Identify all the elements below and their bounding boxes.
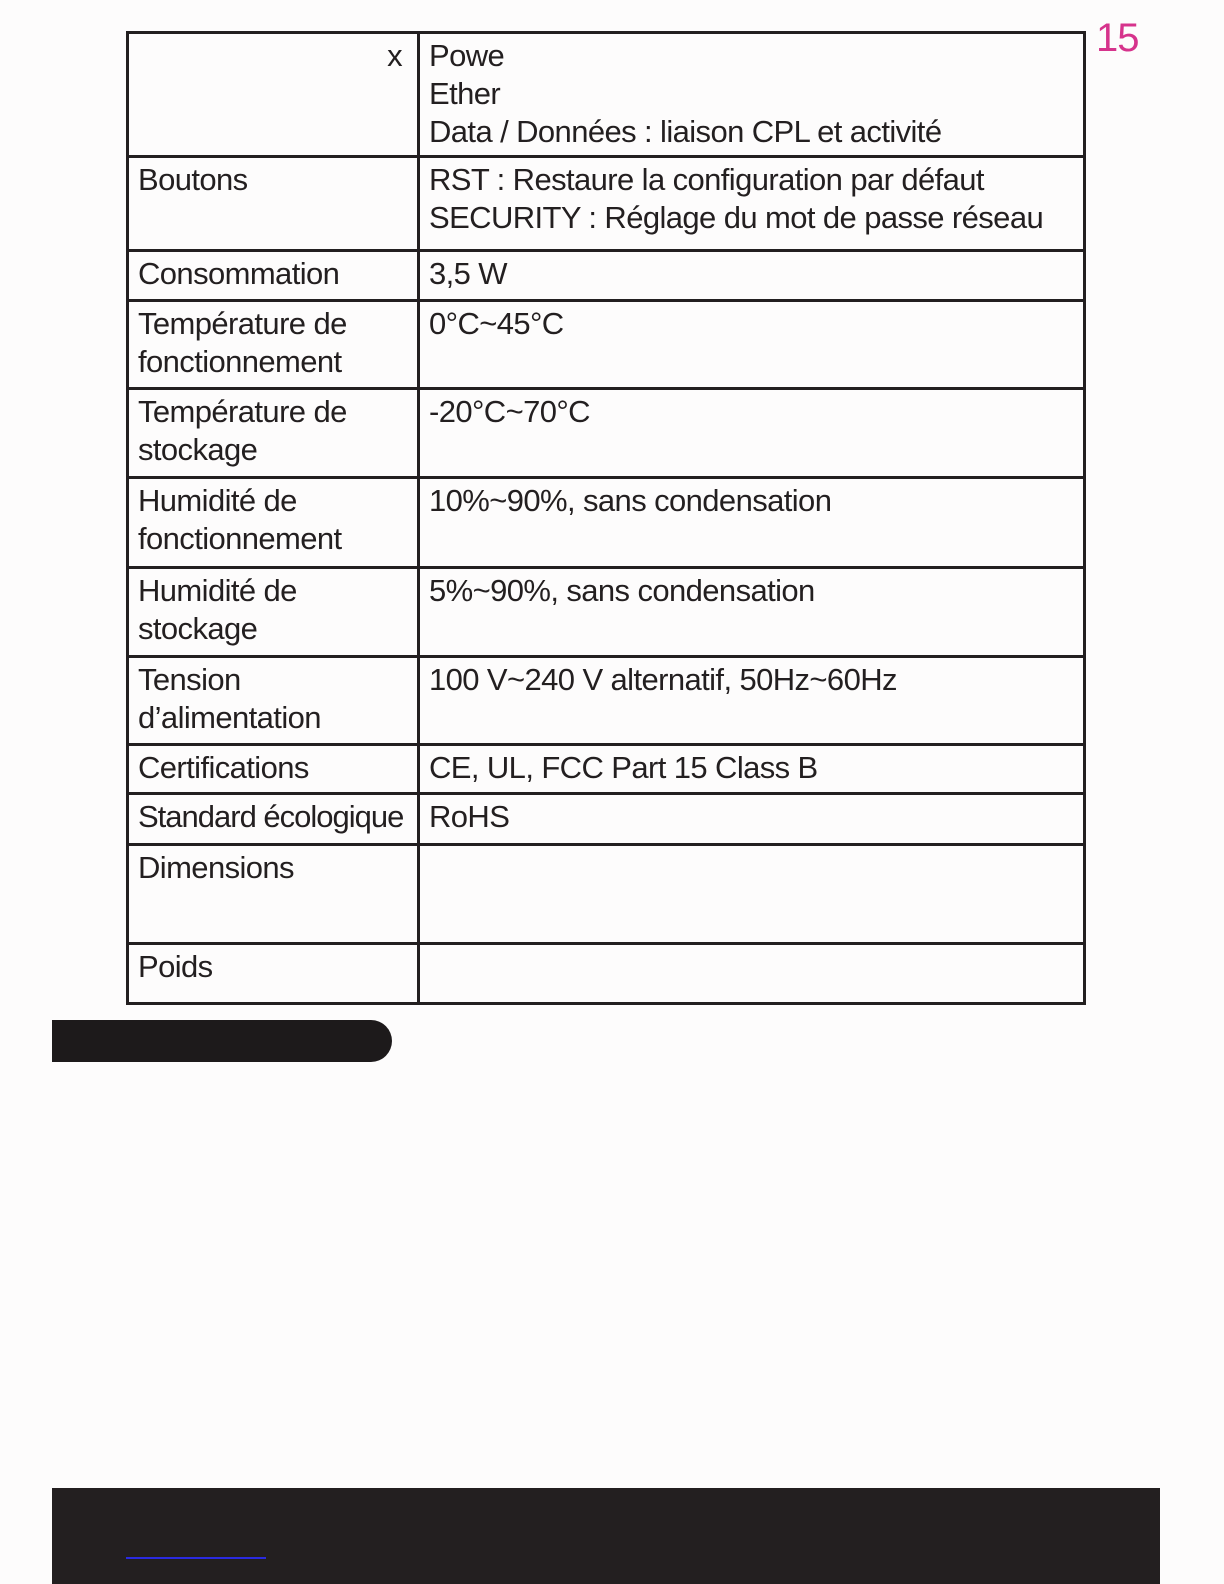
spec-value-line: RoHS [429, 799, 510, 834]
table-row [128, 794, 1085, 845]
spec-label: Certifications [138, 750, 309, 785]
spec-value-line: 5%~90%, sans condensation [429, 573, 815, 608]
spec-label-cell [128, 745, 419, 794]
spec-value-line: 10%~90%, sans condensation [429, 483, 832, 518]
spec-value-cell [419, 33, 1085, 157]
spec-label: Dimensions [138, 850, 294, 885]
spec-value-line: -20°C~70°C [429, 394, 590, 429]
table-row [128, 845, 1085, 944]
spec-label-cell [128, 845, 419, 944]
spec-value-line: Data / Données : liaison CPL et activité [429, 114, 942, 149]
spec-label-cell [128, 568, 419, 657]
table-row [128, 33, 1085, 157]
table-row [128, 251, 1085, 301]
spec-value-line: RST : Restaure la configuration par défaut [429, 162, 984, 197]
table-row [128, 944, 1085, 1004]
spec-value-cell [419, 845, 1085, 944]
spec-value-cell [419, 251, 1085, 301]
spec-value-cell [419, 657, 1085, 745]
spec-label: x [387, 38, 402, 73]
spec-label-cell [128, 157, 419, 251]
spec-label-cell [128, 944, 419, 1004]
spec-label: Boutons [138, 162, 248, 197]
spec-value-line: 3,5 W [429, 256, 507, 291]
spec-value-cell [419, 478, 1085, 568]
spec-label: Humidité de fonctionnement [138, 483, 342, 556]
spec-label: Standard écologique [138, 799, 404, 834]
footer-rule [126, 1557, 266, 1559]
spec-value-cell [419, 944, 1085, 1004]
spec-value-line: 100 V~240 V alternatif, 50Hz~60Hz [429, 662, 897, 697]
spec-label: Consommation [138, 256, 340, 291]
spec-value-line: Powe [429, 38, 505, 73]
spec-label-cell [128, 794, 419, 845]
spec-value-cell [419, 745, 1085, 794]
spec-label-cell [128, 33, 419, 157]
table-row [128, 657, 1085, 745]
table-row [128, 389, 1085, 478]
page-number: 15 [1096, 16, 1139, 60]
spec-value-line: 0°C~45°C [429, 306, 564, 341]
spec-value-cell [419, 568, 1085, 657]
spec-label-cell [128, 251, 419, 301]
spec-label-cell [128, 478, 419, 568]
spec-value-line: SECURITY : Réglage du mot de passe réseau [429, 200, 1044, 235]
spec-label: Température de fonctionnement [138, 306, 347, 379]
footer-bar [52, 1488, 1160, 1584]
spec-label-cell [128, 389, 419, 478]
spec-value-cell [419, 389, 1085, 478]
spec-label: Tension d’alimentation [138, 662, 321, 735]
spec-value-cell [419, 301, 1085, 389]
spec-label: Humidité de stockage [138, 573, 297, 646]
table-row [128, 301, 1085, 389]
spec-value-line: CE, UL, FCC Part 15 Class B [429, 750, 818, 785]
spec-label: Température de stockage [138, 394, 347, 467]
spec-value-cell [419, 157, 1085, 251]
table-row [128, 745, 1085, 794]
spec-value-line: Ether [429, 76, 501, 111]
table-row [128, 568, 1085, 657]
table-row [128, 157, 1085, 251]
spec-label-cell [128, 657, 419, 745]
spec-label-cell [128, 301, 419, 389]
spec-label: Poids [138, 949, 213, 984]
spec-value-cell [419, 794, 1085, 845]
section-header-bar [52, 1020, 392, 1062]
table-row [128, 478, 1085, 568]
spec-table [126, 31, 1086, 1005]
